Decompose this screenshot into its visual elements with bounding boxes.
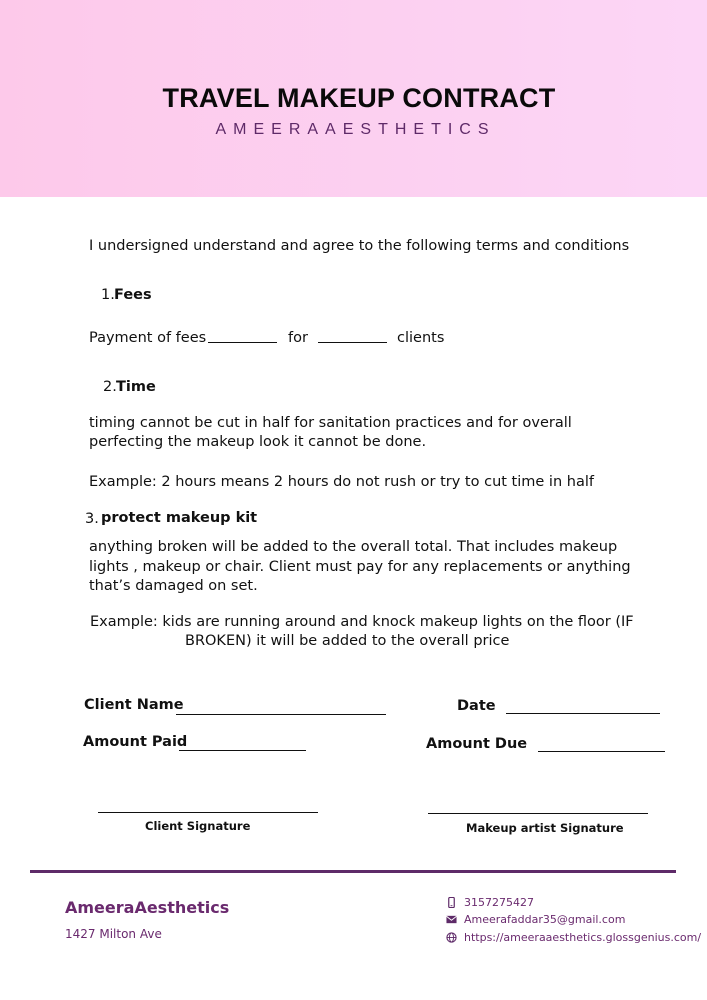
date-field[interactable] [506, 713, 660, 714]
artist-signature-field[interactable] [428, 813, 648, 814]
payment-of-fees-label: Payment of fees [89, 330, 207, 346]
time-text-line-2: perfecting the makeup look it cannot be done. [89, 434, 427, 450]
globe-icon [446, 932, 457, 943]
kit-text-line-2: lights , makeup or chair. Client must pay for any replacements or anything [89, 559, 631, 575]
section-fees-number: 1. [101, 287, 115, 303]
footer-brand: AmeeraAesthetics [65, 898, 230, 917]
fees-amount-blank[interactable] [208, 342, 277, 343]
contact-website[interactable] [446, 929, 701, 945]
time-example: Example: 2 hours means 2 hours do not rush or try to cut time in half [89, 474, 594, 490]
kit-text-line-3: that’s damaged on set. [89, 578, 258, 594]
section-kit-number: 3. [85, 511, 99, 527]
kit-text-line-1: anything broken will be added to the overall total. That includes makeup [89, 539, 618, 555]
time-text-line-1: timing cannot be cut in half for sanitation practices and for overall [89, 415, 572, 431]
amount-due-field[interactable] [538, 751, 665, 752]
contact-phone[interactable] [446, 894, 534, 910]
section-kit-heading: protect makeup kit [101, 510, 258, 526]
clients-count-blank[interactable] [318, 342, 387, 343]
section-time-number: 2. [103, 379, 117, 395]
email-icon [446, 914, 457, 925]
phone-number: 3157275427 [464, 895, 534, 909]
document-title: TRAVEL MAKEUP CONTRACT [162, 83, 556, 113]
client-name-label: Client Name [84, 697, 184, 713]
client-name-field[interactable] [176, 714, 386, 715]
amount-paid-field[interactable] [179, 750, 306, 751]
amount-due-label: Amount Due [426, 736, 528, 752]
footer-address: 1427 Milton Ave [65, 927, 162, 941]
date-label: Date [457, 698, 496, 714]
section-time-heading: Time [116, 379, 156, 395]
phone-icon [446, 897, 457, 908]
client-signature-field[interactable] [98, 812, 318, 813]
clients-label: clients [397, 330, 445, 346]
kit-example-line-2: BROKEN) it will be added to the overall price [185, 633, 510, 649]
email-address: Ameerafaddar35@gmail.com [464, 912, 626, 926]
client-signature-label: Client Signature [145, 819, 251, 833]
contact-email[interactable] [446, 911, 625, 927]
brand-subtitle: AMEERAAESTHETICS [215, 121, 496, 138]
kit-example-line-1: Example: kids are running around and knock makeup lights on the floor (IF [90, 614, 634, 630]
artist-signature-label: Makeup artist Signature [466, 821, 624, 835]
footer-divider [30, 870, 676, 873]
amount-paid-label: Amount Paid [83, 734, 188, 750]
header-banner [0, 0, 707, 197]
website-url: https://ameeraaesthetics.glossgenius.com/ [464, 930, 702, 944]
section-fees-heading: Fees [114, 287, 152, 303]
intro-text: I undersigned understand and agree to the following terms and conditions [89, 238, 630, 254]
for-label: for [288, 330, 308, 346]
